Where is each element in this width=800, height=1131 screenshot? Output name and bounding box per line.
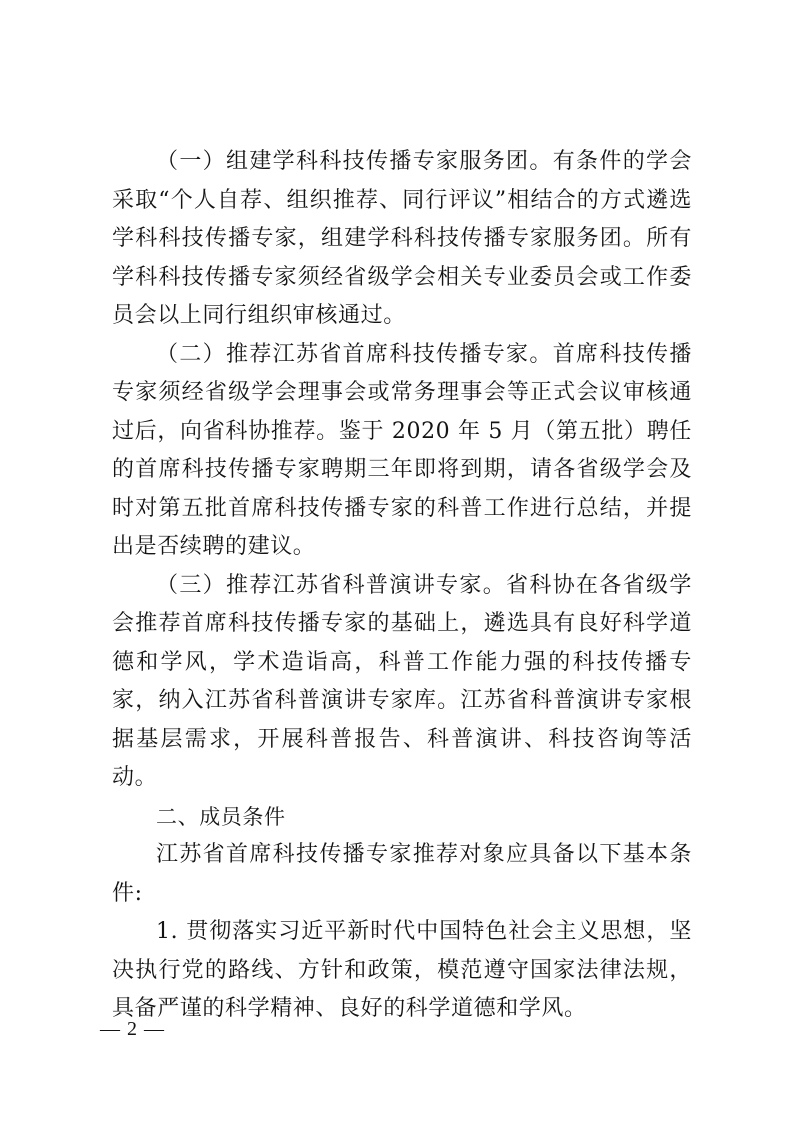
paragraph-expert-service-team: （一）组建学科科技传播专家服务团。有条件的学会采取“个人自荐、组织推荐、同行评议”相结合的方式遴选学科科技传播专家，组建学科科技传播专家服务团。所有学科科技传播专家须经省级学会相关专业委员会或工作委员会以上同行组织审核通过。 [112, 149, 692, 328]
section-heading-member-conditions: 二、成员条件 [156, 804, 286, 829]
page-number: — 2 — [100, 1018, 165, 1040]
paragraph-condition-1: 1. 贯彻落实习近平新时代中国特色社会主义思想，坚决执行党的路线、方针和政策，模范遵守国家法律法规，具备严谨的科学精神、良好的科学道德和学风。 [112, 919, 692, 1021]
paragraph-conditions-intro: 江苏省首席科技传播专家推荐对象应具备以下基本条件: [112, 842, 692, 906]
document-body [112, 143, 692, 1029]
paragraph-speech-expert: （三）推荐江苏省科普演讲专家。省科协在各省级学会推荐首席科技传播专家的基础上，遴选具有良好科学道德和学风，学术造诣高，科普工作能力强的科技传播专家，纳入江苏省科普演讲专家库。江苏省科普演讲专家根据基层需求，开展科普报告、科普演讲、科技咨询等活动。 [112, 572, 692, 790]
paragraph-chief-expert: （二）推荐江苏省首席科技传播专家。首席科技传播专家须经省级学会理事会或常务理事会等正式会议审核通过后，向省科协推荐。鉴于 2020 年 5 月（第五批）聘任的首席科技传播专家聘期三年即将到期，请各省级学会及时对第五批首席科技传播专家的科普工作进行总结，并提出是否续聘的建议。 [112, 341, 692, 559]
